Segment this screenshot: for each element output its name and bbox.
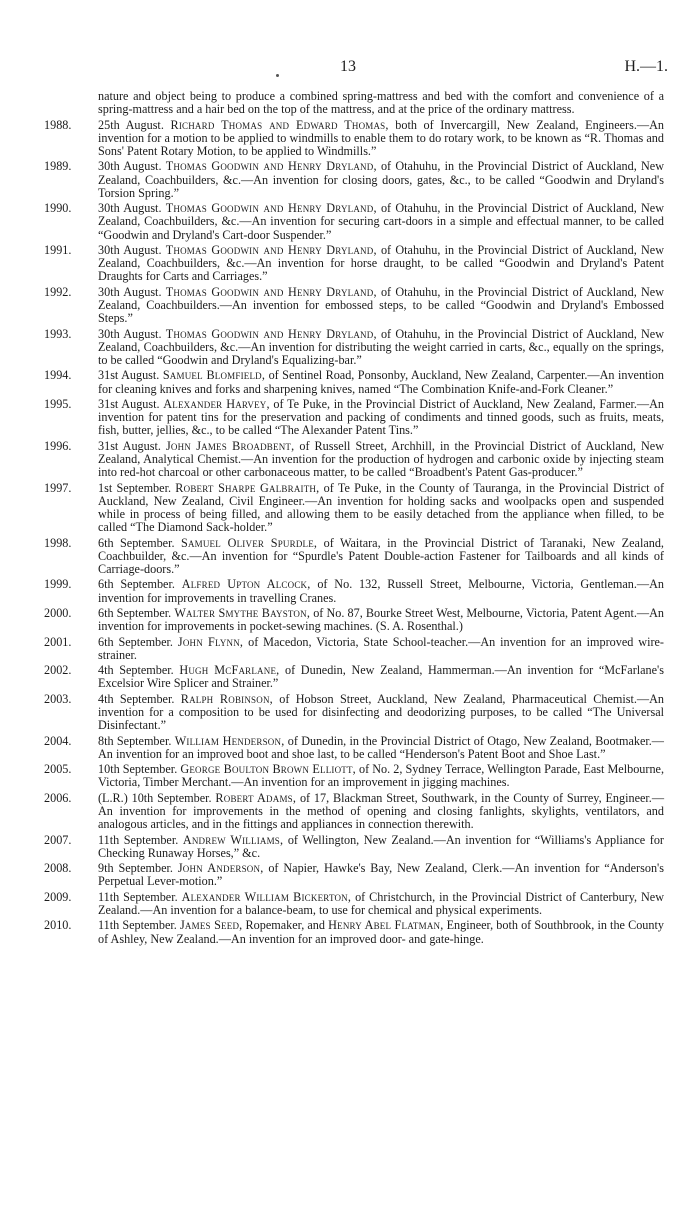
patent-entry <box>44 834 664 860</box>
entry-date: 30th August. <box>98 201 162 216</box>
patent-entry <box>44 862 664 888</box>
entry-date: 30th August. <box>98 284 162 299</box>
patent-entry <box>44 636 664 662</box>
applicant-name: James Seed, <box>179 918 243 933</box>
entry-date: 6th September. <box>98 577 175 592</box>
entry-description: of No. 87, Bourke Street West, Melbourne, Victoria, Patent Agent.—An invention for improvements in pocket-sewing machines. (S. A. Rosenthal.) <box>98 605 664 634</box>
applicant-name: Thomas Goodwin and Henry Dryland, <box>165 326 377 341</box>
entry-number: 1996. <box>44 438 72 453</box>
applicant-name: Samuel Oliver Spurdle, <box>180 535 318 550</box>
applicant-name: John Flynn, <box>177 634 244 649</box>
entry-description: of Sentinel Road, Ponsonby, Auckland, New Zealand, Carpenter.—An invention for cleaning knives and forks and sharpening knives, named “The Combination Knife-and-Fork Cleaner.” <box>98 368 664 396</box>
entry-date: 6th September. <box>98 634 173 649</box>
entry-date: 30th August. <box>98 242 162 257</box>
entry-number: 1999. <box>44 577 72 592</box>
entry-number: 2005. <box>44 762 72 777</box>
entry-number: 2004. <box>44 733 72 748</box>
applicant-name: Thomas Goodwin and Henry Dryland, <box>165 159 377 174</box>
entry-description: of Waitara, in the Provincial District of Taranaki, New Zealand, Coachbuilder, &c.—An invention for “Spurdle's Patent Double-action Fastener for Tailboards and all kinds of Carriage-doors.” <box>98 535 664 576</box>
entry-description: of Macedon, Victoria, State School-teacher.—An invention for an improved wire-strainer. <box>98 634 664 662</box>
applicant-name: Walter Smythe Bayston, <box>174 605 311 620</box>
applicant-name: Thomas Goodwin and Henry Dryland, <box>165 201 377 216</box>
entry-number: 1995. <box>44 396 72 411</box>
applicant-name: Richard Thomas and Edward Thomas, <box>170 117 389 132</box>
patent-entry <box>44 919 664 945</box>
applicant-name: Alfred Upton Alcock, <box>181 577 311 592</box>
entry-description: of Napier, Hawke's Bay, New Zealand, Clerk.—An invention for “Anderson's Perpetual Lever-motion.” <box>98 861 664 889</box>
entry-number: 2001. <box>44 634 72 649</box>
entry-description: of Otahuhu, in the Provincial District of Auckland, New Zealand, Coachbuilders, &c.—An invention for horse draught, to be called “Goodwin and Dryland's Patent Draughts for Carts and Carriages.” <box>98 242 664 284</box>
entry-number: 2010. <box>44 918 72 933</box>
entry-description: Ropemaker, and <box>242 918 329 933</box>
page-header <box>0 58 700 80</box>
entry-description: of Christchurch, in the Provincial District of Canterbury, New Zealand.—An invention for a balance-beam, to use for chemical and physical experiments. <box>98 889 665 917</box>
entry-date: 31st August. <box>98 368 160 383</box>
entry-number: 1993. <box>44 326 72 341</box>
entry-date: 30th August. <box>98 326 162 341</box>
patent-entry <box>44 792 664 832</box>
patent-entry <box>44 735 664 761</box>
entry-number: 1997. <box>44 480 72 495</box>
entry-description: both of Invercargill, New Zealand, Engineers.—An invention for a motion to be applied to windmills to enable them to do rotary work, to be known as “R. Thomas and Sons' Patent Rotary Motion, to be applied to Windmills.” <box>98 117 664 158</box>
patent-entry <box>44 664 664 690</box>
patent-entry <box>44 328 664 368</box>
entry-date: 30th August. <box>98 159 162 174</box>
entry-number: 2002. <box>44 663 72 678</box>
entry-description: of Dunedin, New Zealand, Hammerman.—An invention for “McFarlane's Excelsior Wire Splicer and Strainer.” <box>98 663 664 691</box>
entry-number: 2000. <box>44 605 72 620</box>
printer-mark <box>276 74 279 77</box>
patent-entry <box>44 286 664 326</box>
entry-description: of Otahuhu, in the Provincial District of Auckland, New Zealand, Coachbuilders, &c.—An invention for distributing the weight carried in carts, &c., equally on the springs, to be called “Goodwin and Dryland's Equalizing-bar.” <box>98 326 664 367</box>
entry-date: 11th September. <box>98 889 178 904</box>
applicant-name: Thomas Goodwin and Henry Dryland, <box>165 242 377 257</box>
entry-description: of No. 132, Russell Street, Melbourne, Victoria, Gentleman.—An invention for improvements in travelling Cranes. <box>98 577 665 605</box>
entry-number: 2007. <box>44 832 72 847</box>
entries-container <box>44 119 664 946</box>
applicant-name: Ralph Robinson, <box>180 691 273 706</box>
entry-date: 11th September. <box>98 918 177 933</box>
applicant-name: Samuel Blomfield, <box>162 368 266 383</box>
patent-entry <box>44 369 664 395</box>
patent-entry <box>44 119 664 159</box>
entry-number: 1988. <box>44 117 72 132</box>
entry-description: of Hobson Street, Auckland, New Zealand, Pharmaceutical Chemist.—An invention for a composition to be used for disinfecting and deodorizing purposes, to be called “The Universal Disinfectant.” <box>98 691 665 733</box>
entry-date: 9th September. <box>98 861 173 876</box>
patent-entry <box>44 578 664 604</box>
entry-description: Engineer, both of Southbrook, in the County of Ashley, New Zealand.—An invention for an improved door- and gate-hinge. <box>98 918 664 946</box>
entry-number: 2003. <box>44 691 72 706</box>
applicant-name: Thomas Goodwin and Henry Dryland, <box>165 284 377 299</box>
entry-date: 4th September. <box>98 663 174 678</box>
entry-description: of Otahuhu, in the Provincial District of Auckland, New Zealand, Coachbuilders, &c.—An invention for closing doors, gates, &c., to be called “Goodwin and Dryland's Torsion Spring.” <box>98 159 664 200</box>
patent-entry <box>44 244 664 284</box>
entry-description: of 17, Blackman Street, Southwark, in the County of Surrey, Engineer.—An invention for improvements in the method of opening and closing fanlights, skylights, ventilators, and analogous articles, and in the fittings and appliances in connection therewith. <box>98 790 665 832</box>
entry-description: of Te Puke, in the County of Tauranga, in the Provincial District of Auckland, New Zealand, Civil Engineer.—An invention for holding sacks and woolpacks open and suspended while in process of being filled, and allowing them to be easily detached from the appliance when filled, to be called “The Diamond Sack-holder.” <box>98 480 664 535</box>
entry-date: (L.R.) 10th September. <box>98 790 212 805</box>
patent-entry <box>44 482 664 535</box>
entry-number: 1990. <box>44 201 72 216</box>
entry-date: 11th September. <box>98 832 179 847</box>
entry-date: 31st August. <box>98 438 161 453</box>
page-number: 13 <box>340 58 356 75</box>
applicant-name: Andrew Williams, <box>182 832 284 847</box>
entry-date: 6th September. <box>98 535 175 550</box>
applicant-name: Alexander William Bickerton, <box>181 889 352 904</box>
patent-entry <box>44 537 664 577</box>
applicant-name: Hugh McFarlane, <box>179 663 280 678</box>
applicant-name: George Boulton Brown Elliott, <box>180 762 356 777</box>
entry-description: of Russell Street, Archhill, in the Provincial District of Auckland, New Zealand, Analytical Chemist.—An invention for the production of hydrogen and carbonic oxide by injecting steam into red-hot charcoal or other carbonaceous matter, to be called “Broadbent's Patent Gas-producer.” <box>98 438 664 480</box>
applicant-name: John Anderson, <box>177 861 264 876</box>
patent-entry <box>44 891 664 917</box>
document-code: H.—1. <box>624 58 668 75</box>
entry-number: 1991. <box>44 242 72 257</box>
entry-number: 2008. <box>44 861 72 876</box>
applicant-name: Robert Sharpe Galbraith, <box>175 480 320 495</box>
patent-entry <box>44 160 664 200</box>
entry-description: of No. 2, Sydney Terrace, Wellington Parade, East Melbourne, Victoria, Timber Merchant.—An invention for an improvement in jigging machines. <box>98 762 664 790</box>
entry-number: 1998. <box>44 535 72 550</box>
continued-text: nature and object being to produce a combined spring-mattress and bed with the comfort and convenience of a spring-mattress and a hair bed on the top of the mattress, and at the price of the ordinary mattress. <box>98 89 664 117</box>
entry-date: 25th August. <box>98 117 164 132</box>
patent-entry <box>44 398 664 438</box>
entry-description: of Otahuhu, in the Provincial District of Auckland, New Zealand, Coachbuilders, &c.—An invention for securing cart-doors in a simple and effectual manner, to be called “Goodwin and Dryland's Cart-door Suspender.” <box>98 201 664 242</box>
entry-date: 6th September. <box>98 605 172 620</box>
patent-entry <box>44 693 664 733</box>
entry-number: 1992. <box>44 284 72 299</box>
entry-date: 8th September. <box>98 733 172 748</box>
entry-description: of Otahuhu, in the Provincial District of Auckland, New Zealand, Coachbuilders.—An invention for embossed steps, to be called “Goodwin and Dryland's Embossed Steps.” <box>98 284 664 326</box>
entry-number: 2006. <box>44 790 72 805</box>
entry-description: of Wellington, New Zealand.—An invention for “Williams's Appliance for Checking Runaway Horses,” &c. <box>98 832 664 860</box>
entry-date: 4th September. <box>98 691 175 706</box>
entry-date: 10th September. <box>98 762 178 777</box>
entry-date: 31st August. <box>98 396 160 411</box>
patent-entry <box>44 607 664 633</box>
patent-list <box>44 90 664 948</box>
applicant-name: Henry Abel Flatman, <box>328 918 444 933</box>
entry-description: of Dunedin, in the Provincial District of Otago, New Zealand, Bootmaker.—An invention for an improved boot and shoe last, to be called “Henderson's Patent Boot and Shoe Last.” <box>98 733 664 761</box>
patent-entry <box>44 763 664 789</box>
entry-date: 1st September. <box>98 480 171 495</box>
applicant-name: John James Broadbent, <box>165 438 295 453</box>
entry-description: of Te Puke, in the Provincial District of Auckland, New Zealand, Farmer.—An invention for patent tins for the preservation and packing of condiments and tinned goods, such as fruits, meats, fish, butter, jellies, &c., to be called “The Alexander Patent Tins.” <box>98 396 665 438</box>
applicant-name: Alexander Harvey, <box>163 396 270 411</box>
entry-number: 2009. <box>44 889 72 904</box>
continued-entry-text <box>44 90 664 116</box>
applicant-name: Robert Adams, <box>215 790 297 805</box>
patent-entry <box>44 440 664 480</box>
applicant-name: William Henderson, <box>174 733 285 748</box>
patent-entry <box>44 202 664 242</box>
entry-number: 1989. <box>44 159 72 174</box>
entry-number: 1994. <box>44 368 72 383</box>
